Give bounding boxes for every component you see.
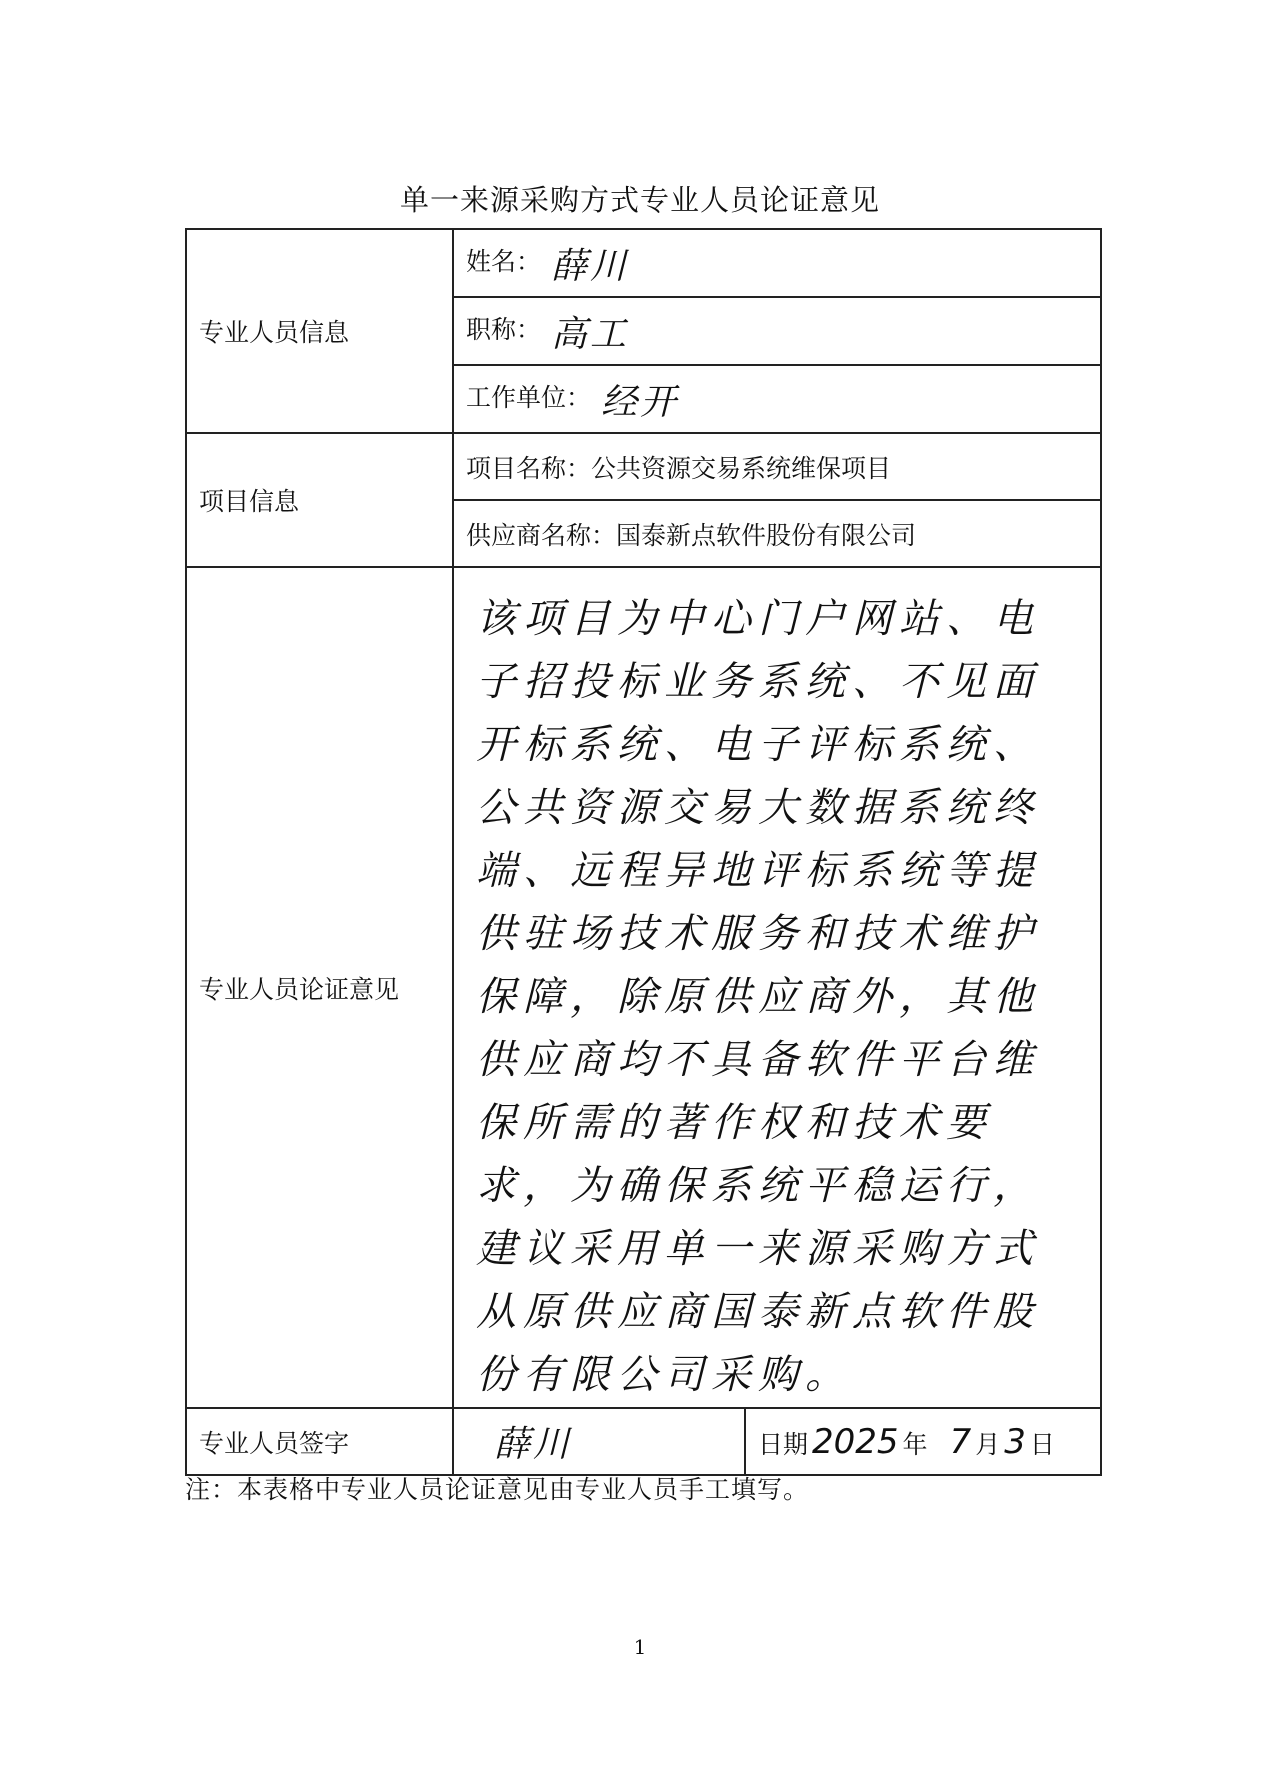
project-name-label: 项目名称：: [466, 453, 592, 483]
project-info-label: 项目信息: [186, 433, 453, 567]
workplace-label: 工作单位：: [466, 382, 592, 412]
workplace-value: 经开: [601, 381, 680, 423]
name-value: 薛川: [551, 245, 630, 287]
date-day: 3: [1004, 1421, 1026, 1462]
date-month: 7: [949, 1421, 972, 1462]
date-cell: [745, 1408, 1101, 1475]
name-row: [453, 229, 1101, 297]
date-day-unit: 日: [1029, 1429, 1055, 1459]
supplier-label: 供应商名称：: [466, 520, 617, 550]
date-month-unit: 月: [975, 1429, 1001, 1459]
personnel-info-label: 专业人员信息: [186, 229, 453, 433]
title-label: 职称：: [466, 314, 542, 344]
signature-cell: [453, 1408, 745, 1475]
workplace-row: [453, 365, 1101, 433]
date-year: 2025: [812, 1421, 899, 1462]
title-row: [453, 297, 1101, 365]
name-label: 姓名：: [466, 246, 542, 276]
project-name-value: 公共资源交易系统维保项目: [591, 453, 892, 483]
page-number: 1: [633, 1635, 647, 1659]
opinion-text: 该项目为中心门户网站、电子招投标业务系统、不见面开标系统、电子评标系统、公共资源交易大数据系统终端、远程异地评标系统等提供驻场技术服务和技术维护保障，除原供应商外，其他供应商均不具备软件平台维保所需的著作权和技术要求，为确保系统平稳运行，建议采用单一来源采购方式从原供应商国泰新点软件股份有限公司采购。: [453, 567, 1101, 1408]
title-value: 高工: [551, 313, 630, 355]
opinion-form: [185, 228, 1102, 1476]
supplier-value: 国泰新点软件股份有限公司: [616, 520, 917, 550]
supplier-row: [453, 500, 1101, 567]
date-label: 日期: [758, 1429, 809, 1459]
project-name-row: [453, 433, 1101, 500]
opinion-label: 专业人员论证意见: [186, 567, 453, 1408]
footnote: 注：本表格中专业人员论证意见由专业人员手工填写。: [185, 1475, 810, 1504]
page-title: 单一来源采购方式专业人员论证意见: [399, 183, 880, 217]
signature-value: 薛川: [494, 1424, 573, 1465]
signature-label: 专业人员签字: [186, 1408, 453, 1475]
date-year-unit: 年: [902, 1429, 928, 1459]
